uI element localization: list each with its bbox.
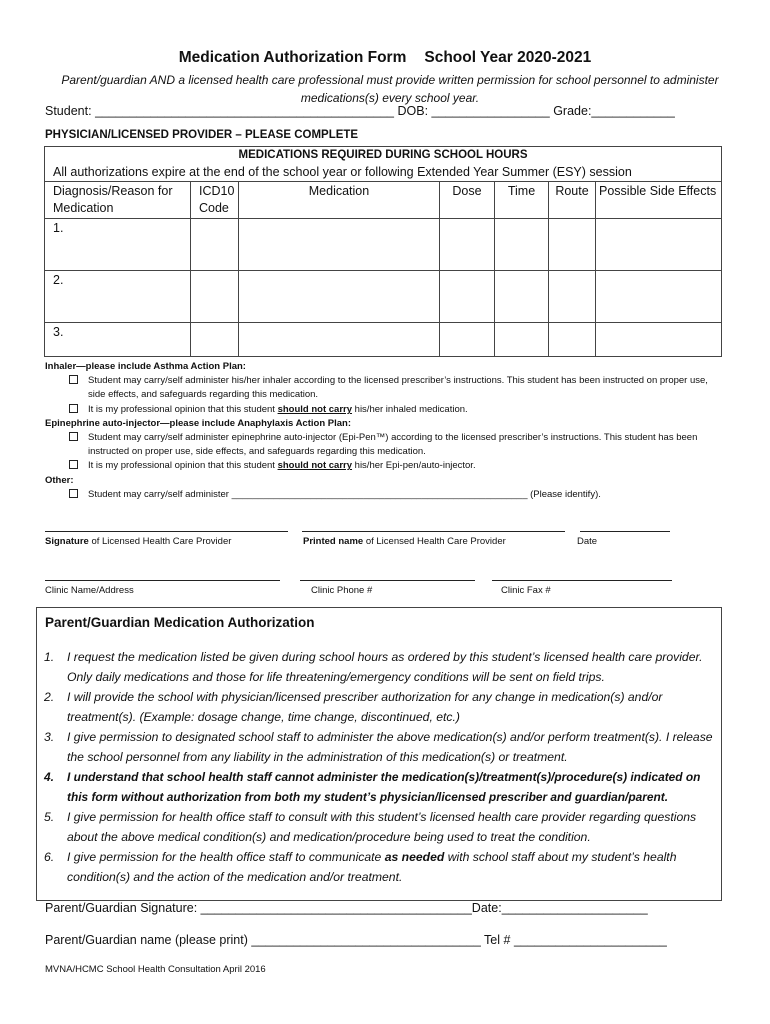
item-text: I request the medication listed be given during school hours as ordered by this student’s licensed health care provider. Only daily medications and those for life threatening/emergency conditions will be sent on field trips. — [67, 650, 703, 684]
inhaler-option-1-text: Student may carry/self administer his/her inhaler according to the licensed prescriber’s instructions. This student has been instructed on proper use, side effects, and safeguards regarding this medication. — [88, 375, 708, 400]
side-effects-cell[interactable] — [596, 323, 722, 357]
dob-label: DOB: — [397, 104, 429, 118]
printed-name-caption-bold: Printed name — [303, 536, 364, 547]
medications-table — [44, 146, 722, 357]
time-cell[interactable] — [495, 219, 549, 271]
col-side-effects: Possible Side Effects — [596, 182, 722, 219]
authorization-list — [44, 647, 724, 887]
checkbox-icon[interactable] — [69, 432, 78, 441]
parent-name-field[interactable]: _________________________________ — [251, 933, 481, 947]
clinic-name-line[interactable] — [45, 580, 280, 581]
icd10-cell[interactable] — [191, 219, 239, 271]
item-number: 5. — [44, 810, 55, 824]
other-field[interactable]: ________________________________________________________ — [231, 489, 528, 500]
time-cell[interactable] — [495, 271, 549, 323]
row-number[interactable]: 1. — [45, 219, 191, 271]
other-option-post: (Please identify). — [527, 489, 601, 500]
form-title-text: Medication Authorization Form — [178, 49, 407, 66]
inhaler-option-1 — [69, 374, 729, 402]
checkbox-icon[interactable] — [69, 375, 78, 384]
checkbox-icon[interactable] — [69, 489, 78, 498]
inhaler-option-2-post: his/her inhaled medication. — [352, 404, 468, 415]
student-line — [45, 104, 675, 118]
table-row — [45, 323, 722, 357]
student-field[interactable]: ___________________________________________ — [95, 104, 394, 118]
col-diagnosis: Diagnosis/Reason for Medication — [45, 182, 191, 219]
grade-field[interactable]: ____________ — [591, 104, 675, 118]
clinic-fax-caption: Clinic Fax # — [501, 585, 551, 596]
clinic-fax-line[interactable] — [492, 580, 672, 581]
parent-name-label: Parent/Guardian name (please print) — [45, 933, 248, 947]
dose-cell[interactable] — [440, 323, 495, 357]
signature-caption — [45, 535, 231, 549]
list-item — [44, 807, 724, 847]
inhaler-option-2-pre: It is my professional opinion that this student — [88, 404, 278, 415]
epinephrine-option-1 — [69, 431, 729, 459]
epinephrine-option-2 — [69, 459, 476, 473]
side-effects-cell[interactable] — [596, 219, 722, 271]
list-item — [44, 687, 724, 727]
medication-cell[interactable] — [239, 271, 440, 323]
item-text-bold: as needed — [384, 850, 445, 864]
inhaler-heading: Inhaler—please include Asthma Action Plan: — [45, 361, 246, 372]
epinephrine-option-2-emph: should not carry — [277, 460, 353, 471]
other-heading: Other: — [45, 475, 74, 486]
route-cell[interactable] — [549, 323, 596, 357]
checkbox-icon[interactable] — [69, 404, 78, 413]
inhaler-option-2 — [69, 403, 468, 417]
physician-section-heading: PHYSICIAN/LICENSED PROVIDER – PLEASE COMPLETE — [45, 129, 359, 141]
footer-note: MVNA/HCMC School Health Consultation April 2016 — [45, 964, 266, 975]
other-option — [69, 488, 601, 502]
item-number: 1. — [44, 650, 55, 664]
parent-date-label: Date: — [471, 901, 502, 915]
epinephrine-heading: Epinephrine auto-injector—please include Anaphylaxis Action Plan: — [45, 418, 351, 429]
parent-date-field[interactable]: _____________________ — [501, 901, 648, 915]
date-caption: Date — [577, 536, 598, 547]
parent-tel-field[interactable]: ______________________ — [513, 933, 667, 947]
col-icd10: ICD10 Code — [191, 182, 239, 219]
item-number: 3. — [44, 730, 55, 744]
parent-section-title: Parent/Guardian Medication Authorization — [45, 615, 315, 630]
inhaler-option-2-emph: should not carry — [277, 404, 353, 415]
epinephrine-option-2-post: his/her Epi-pen/auto-injector. — [352, 460, 476, 471]
other-option-pre: Student may carry/self administer — [88, 489, 232, 500]
item-number: 2. — [44, 690, 55, 704]
form-subtitle: Parent/guardian AND a licensed health care professional must provide written permission for school personnel to administer medications(s) every school year. — [61, 73, 719, 105]
signature-caption-bold: Signature — [45, 536, 89, 547]
item-number: 4. — [44, 770, 54, 784]
item-text: I understand that school health staff cannot administer the medication(s)/treatment(s)/procedure(s) indicated on this form without authorization from both my student’s physician/licensed prescriber and guardian/parent. — [67, 770, 701, 804]
side-effects-cell[interactable] — [596, 271, 722, 323]
row-number[interactable]: 3. — [45, 323, 191, 357]
epinephrine-option-2-pre: It is my professional opinion that this student — [88, 460, 278, 471]
time-cell[interactable] — [495, 323, 549, 357]
clinic-phone-caption: Clinic Phone # — [311, 585, 373, 596]
dose-cell[interactable] — [440, 271, 495, 323]
table-header-row — [45, 182, 722, 219]
checkbox-icon[interactable] — [69, 460, 78, 469]
form-title — [0, 49, 770, 67]
col-medication: Medication — [239, 182, 440, 219]
route-cell[interactable] — [549, 219, 596, 271]
icd10-cell[interactable] — [191, 323, 239, 357]
medication-cell[interactable] — [239, 219, 440, 271]
item-text: I give permission for health office staff to consult with this student’s licensed health care provider regarding questions about the above medical condition(s) and medication/procedure being used to treat the condition. — [67, 810, 697, 844]
school-year: School Year 2020-2021 — [424, 49, 592, 66]
provider-date-line[interactable] — [580, 531, 670, 532]
row-number[interactable]: 2. — [45, 271, 191, 323]
printed-name-caption — [303, 535, 506, 549]
parent-signature-field[interactable]: _______________________________________ — [200, 901, 472, 915]
item-text: I give permission to designated school staff to administer the above medication(s) and/or perform treatment(s). I release the school personnel from any liability in the administration of this medication(s) or treatment. — [67, 730, 713, 764]
parent-signature-label: Parent/Guardian Signature: — [45, 901, 198, 915]
printed-name-caption-rest: of Licensed Health Care Provider — [363, 536, 506, 547]
item-text-pre: I give permission for the health office staff to communicate — [67, 850, 385, 864]
parent-name-line — [45, 933, 667, 947]
dob-field[interactable]: _________________ — [431, 104, 550, 118]
icd10-cell[interactable] — [191, 271, 239, 323]
parent-tel-label: Tel # — [484, 933, 511, 947]
list-item — [44, 727, 724, 767]
grade-label: Grade: — [553, 104, 592, 118]
student-label: Student: — [45, 104, 92, 118]
table-row — [45, 219, 722, 271]
clinic-phone-line[interactable] — [300, 580, 475, 581]
col-route: Route — [549, 182, 596, 219]
route-cell[interactable] — [549, 271, 596, 323]
item-number: 6. — [44, 850, 55, 864]
clinic-name-caption: Clinic Name/Address — [45, 585, 134, 596]
list-item — [44, 767, 724, 807]
signature-caption-rest: of Licensed Health Care Provider — [88, 536, 232, 547]
table-title-row — [45, 147, 722, 182]
provider-printed-name-line[interactable] — [302, 531, 565, 532]
expire-note: All authorizations expire at the end of the school year or following Extended Year Summer (ESY) session — [53, 165, 632, 179]
parent-signature-line — [45, 901, 648, 915]
epinephrine-option-1-text: Student may carry/self administer epinephrine auto-injector (Epi-Pen™) according to the licensed prescriber’s instructions. This student has been instructed on proper use, side effects, and safeguards regarding this medication. — [88, 432, 698, 457]
list-item — [44, 647, 724, 687]
provider-signature-line[interactable] — [45, 531, 288, 532]
col-dose: Dose — [440, 182, 495, 219]
medication-cell[interactable] — [239, 323, 440, 357]
item-text: I will provide the school with physician/licensed prescriber authorization for any change in medication(s) and/or treatment(s). (Example: dosage change, time change, discontinued, etc.) — [67, 690, 663, 724]
table-row — [45, 271, 722, 323]
table-title: MEDICATIONS REQUIRED DURING SCHOOL HOURS — [238, 149, 528, 161]
item-text-post: with school staff about my student’s health condition(s) and the action of the medication and/or treatment. — [67, 850, 677, 884]
list-item — [44, 847, 724, 887]
col-time: Time — [495, 182, 549, 219]
dose-cell[interactable] — [440, 219, 495, 271]
